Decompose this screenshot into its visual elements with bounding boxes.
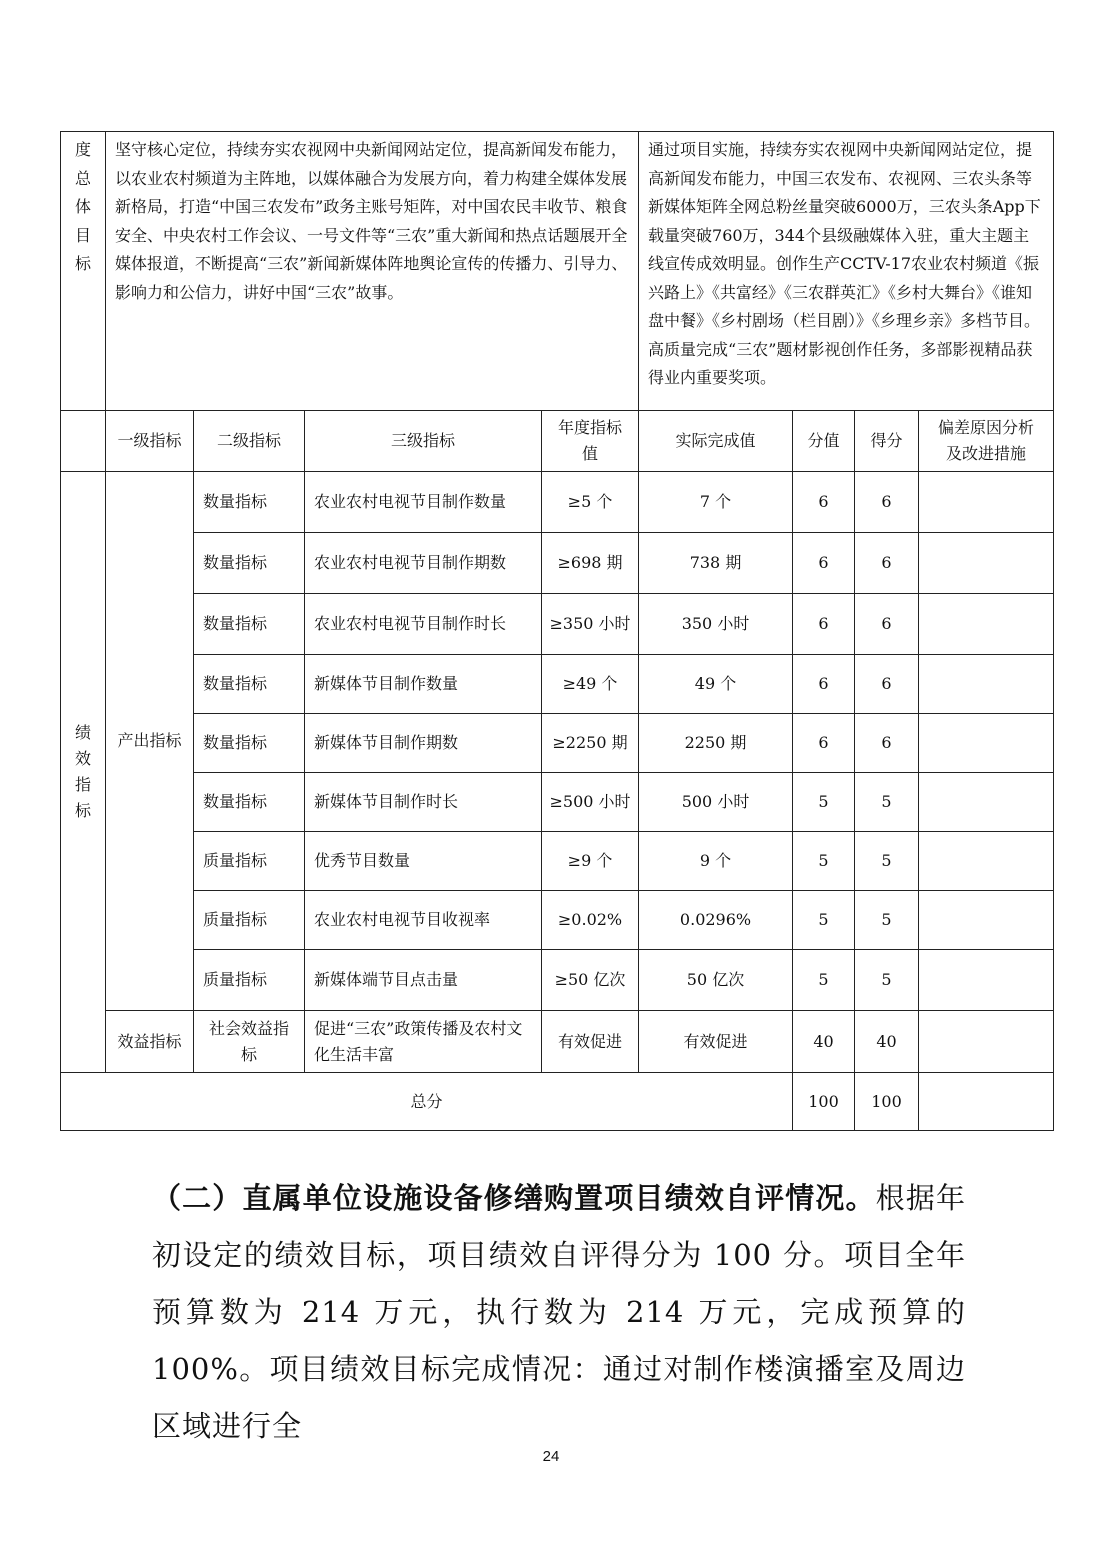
row-level3: 优秀节目数量 bbox=[305, 832, 542, 891]
row-score: 5 bbox=[855, 832, 919, 891]
row-note bbox=[919, 655, 1054, 714]
row-score: 6 bbox=[855, 472, 919, 533]
row-level2: 质量指标 bbox=[194, 832, 305, 891]
header-row bbox=[61, 411, 1054, 472]
row-target: ≥2250 期 bbox=[542, 714, 639, 773]
row-level3: 农业农村电视节目制作期数 bbox=[305, 533, 542, 594]
row-note bbox=[919, 832, 1054, 891]
row-level3: 农业农村电视节目制作数量 bbox=[305, 472, 542, 533]
total-label: 总分 bbox=[61, 1073, 793, 1131]
row-score: 5 bbox=[855, 773, 919, 832]
row-note bbox=[919, 594, 1054, 655]
row-level2: 数量指标 bbox=[194, 655, 305, 714]
actual-result-text: 通过项目实施，持续夯实农视网中央新闻网站定位，提高新闻发布能力，中国三农发布、农视网、三农头条等新媒体矩阵全网总粉丝量突破6000万，三农头条App下载量突破760万，344个县级融媒体入驻，重大主题主线宣传成效明显。创作生产CCTV-17农业农村频道《振兴路上》《共富经》《三农群英汇》《乡村大舞台》《谁知盘中餐》《乡村剧场（栏目剧）》《乡理乡亲》多档节目。高质量完成“三农”题材影视创作任务，多部影视精品获得业内重要奖项。 bbox=[639, 132, 1054, 411]
row-note bbox=[919, 714, 1054, 773]
table-row bbox=[61, 533, 1054, 594]
total-weight: 100 bbox=[793, 1073, 855, 1131]
row-weight: 6 bbox=[793, 472, 855, 533]
row-actual: 7 个 bbox=[639, 472, 793, 533]
header-deviation: 偏差原因分析及改进措施 bbox=[919, 411, 1054, 472]
row-target: ≥698 期 bbox=[542, 533, 639, 594]
row-level2: 数量指标 bbox=[194, 773, 305, 832]
row-level2: 数量指标 bbox=[194, 472, 305, 533]
performance-table-wrap bbox=[60, 131, 1053, 1131]
planned-goal-text: 坚守核心定位，持续夯实农视网中央新闻网站定位，提高新闻发布能力，以农业农村频道为主阵地，以媒体融合为发展方向，着力构建全媒体发展新格局，打造“中国三农发布”政务主账号矩阵，对中国农民丰收节、粮食安全、中央农村工作会议、一号文件等“三农”重大新闻和热点话题展开全媒体报道，不断提高“三农”新闻新媒体阵地舆论宣传的传播力、引导力、影响力和公信力，讲好中国“三农”故事。 bbox=[106, 132, 639, 411]
table-row bbox=[61, 773, 1054, 832]
performance-label: 绩效指标 bbox=[74, 723, 91, 820]
section-paragraph bbox=[152, 1170, 966, 1455]
section-body: 根据年初设定的绩效目标，项目绩效自评得分为 100 分。项目全年预算数为 214 万元，执行数为 214 万元，完成预算的 100%。项目绩效目标完成情况：通过对制作楼演播室及周边区域进行全 bbox=[152, 1181, 966, 1443]
row-note bbox=[919, 533, 1054, 594]
row-level2: 数量指标 bbox=[194, 533, 305, 594]
benefit-actual: 有效促进 bbox=[639, 1011, 793, 1073]
benefit-score: 40 bbox=[855, 1011, 919, 1073]
row-target: ≥50 亿次 bbox=[542, 950, 639, 1011]
header-blank bbox=[61, 411, 106, 472]
row-target: ≥0.02% bbox=[542, 891, 639, 950]
benefit-level1: 效益指标 bbox=[106, 1011, 194, 1073]
table-row bbox=[61, 655, 1054, 714]
row-actual: 500 小时 bbox=[639, 773, 793, 832]
row-score: 5 bbox=[855, 950, 919, 1011]
total-score: 100 bbox=[855, 1073, 919, 1131]
row-score: 5 bbox=[855, 891, 919, 950]
row-target: ≥350 小时 bbox=[542, 594, 639, 655]
row-target: ≥49 个 bbox=[542, 655, 639, 714]
total-note bbox=[919, 1073, 1054, 1131]
row-note bbox=[919, 891, 1054, 950]
header-level1: 一级指标 bbox=[106, 411, 194, 472]
row-note bbox=[919, 773, 1054, 832]
row-actual: 350 小时 bbox=[639, 594, 793, 655]
row-level3: 农业农村电视节目收视率 bbox=[305, 891, 542, 950]
section-heading: （二）直属单位设施设备修缮购置项目绩效自评情况。 bbox=[152, 1181, 876, 1215]
row-weight: 5 bbox=[793, 832, 855, 891]
row-score: 6 bbox=[855, 533, 919, 594]
row-level2: 数量指标 bbox=[194, 714, 305, 773]
row-weight: 5 bbox=[793, 950, 855, 1011]
row-target: ≥9 个 bbox=[542, 832, 639, 891]
row-weight: 6 bbox=[793, 533, 855, 594]
row-weight: 6 bbox=[793, 655, 855, 714]
row-level3: 新媒体节目制作时长 bbox=[305, 773, 542, 832]
row-level3: 新媒体端节目点击量 bbox=[305, 950, 542, 1011]
header-actual: 实际完成值 bbox=[639, 411, 793, 472]
header-level2: 二级指标 bbox=[194, 411, 305, 472]
row-actual: 2250 期 bbox=[639, 714, 793, 773]
output-group-label: 产出指标 bbox=[106, 472, 194, 1011]
benefit-note bbox=[919, 1011, 1054, 1073]
row-score: 6 bbox=[855, 594, 919, 655]
row-level3: 农业农村电视节目制作时长 bbox=[305, 594, 542, 655]
row-actual: 0.0296% bbox=[639, 891, 793, 950]
table-row bbox=[61, 472, 1054, 533]
table-row bbox=[61, 832, 1054, 891]
header-level3: 三级指标 bbox=[305, 411, 542, 472]
row-note bbox=[919, 950, 1054, 1011]
row-level2: 质量指标 bbox=[194, 891, 305, 950]
table-row bbox=[61, 891, 1054, 950]
row-weight: 5 bbox=[793, 773, 855, 832]
benefit-weight: 40 bbox=[793, 1011, 855, 1073]
performance-label-cell bbox=[61, 472, 106, 1073]
benefit-target: 有效促进 bbox=[542, 1011, 639, 1073]
row-target: ≥5 个 bbox=[542, 472, 639, 533]
row-actual: 738 期 bbox=[639, 533, 793, 594]
row-weight: 6 bbox=[793, 714, 855, 773]
row-level3: 新媒体节目制作期数 bbox=[305, 714, 542, 773]
table-row bbox=[61, 594, 1054, 655]
benefit-level3: 促进“三农”政策传播及农村文化生活丰富 bbox=[305, 1011, 542, 1073]
goal-label: 度总体目标 bbox=[74, 140, 91, 273]
row-actual: 50 亿次 bbox=[639, 950, 793, 1011]
total-row bbox=[61, 1073, 1054, 1131]
performance-table bbox=[60, 131, 1054, 1131]
goal-label-cell bbox=[61, 132, 106, 411]
header-score-weight: 分值 bbox=[793, 411, 855, 472]
row-level2: 数量指标 bbox=[194, 594, 305, 655]
page-number: 24 bbox=[542, 1448, 560, 1465]
row-actual: 49 个 bbox=[639, 655, 793, 714]
row-weight: 5 bbox=[793, 891, 855, 950]
header-annual-target: 年度指标值 bbox=[542, 411, 639, 472]
row-level3: 新媒体节目制作数量 bbox=[305, 655, 542, 714]
row-actual: 9 个 bbox=[639, 832, 793, 891]
benefit-row bbox=[61, 1011, 1054, 1073]
table-row bbox=[61, 950, 1054, 1011]
row-weight: 6 bbox=[793, 594, 855, 655]
row-score: 6 bbox=[855, 655, 919, 714]
row-note bbox=[919, 472, 1054, 533]
benefit-level2: 社会效益指标 bbox=[194, 1011, 305, 1073]
header-score: 得分 bbox=[855, 411, 919, 472]
row-level2: 质量指标 bbox=[194, 950, 305, 1011]
row-target: ≥500 小时 bbox=[542, 773, 639, 832]
table-row bbox=[61, 714, 1054, 773]
goal-row bbox=[61, 132, 1054, 411]
row-score: 6 bbox=[855, 714, 919, 773]
